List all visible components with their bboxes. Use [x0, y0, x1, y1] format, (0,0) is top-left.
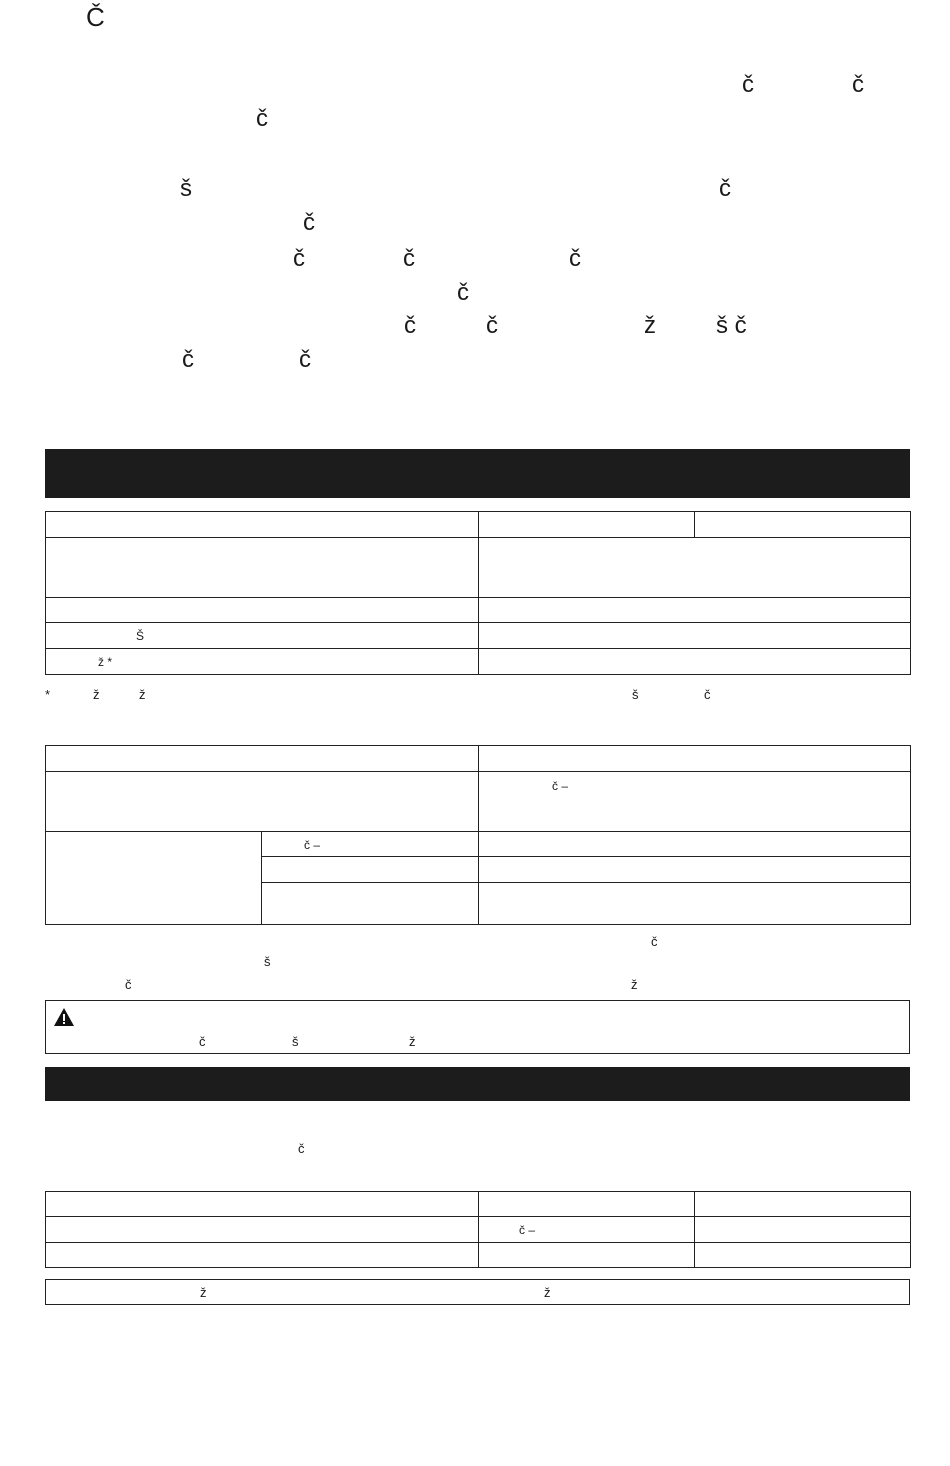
text-fragment: ž	[631, 977, 638, 992]
table-cell	[46, 1192, 479, 1217]
note-text-fragment: ž	[544, 1285, 551, 1300]
text-fragment: č	[852, 71, 864, 98]
table-cell	[479, 746, 911, 772]
table-row	[46, 1192, 911, 1217]
footnote-char: ž	[139, 687, 146, 702]
note-box	[45, 1279, 910, 1305]
footnote-char: ž	[93, 687, 100, 702]
warning-triangle-icon	[53, 1007, 75, 1027]
table-row	[46, 538, 911, 598]
table-cell	[46, 1243, 479, 1268]
section-header-bar	[45, 449, 910, 498]
text-fragment: č	[486, 312, 498, 339]
text-fragment: č	[404, 312, 416, 339]
table-cell	[695, 512, 911, 538]
spec-table-2	[45, 745, 911, 925]
footnote-char: š	[632, 687, 639, 702]
table-row	[46, 623, 911, 649]
cell-value: č –	[552, 779, 569, 793]
table-cell	[479, 649, 911, 675]
table-row	[46, 1217, 911, 1243]
page-heading-glyph: Č	[86, 2, 105, 32]
section-header-bar	[45, 1067, 910, 1101]
table-cell	[46, 598, 479, 623]
spec-table-3	[45, 1191, 911, 1268]
warning-text-fragment: š	[292, 1034, 299, 1049]
table-cell	[479, 772, 911, 832]
text-fragment: č	[457, 279, 469, 306]
table-cell	[695, 1192, 911, 1217]
row-label: ž *	[98, 655, 113, 669]
table-cell	[479, 1217, 695, 1243]
table-row	[46, 746, 911, 772]
text-fragment: č	[298, 1141, 305, 1156]
warning-text-fragment: č	[199, 1034, 206, 1049]
table-cell	[479, 538, 911, 598]
table-cell	[46, 512, 479, 538]
table-cell	[46, 1217, 479, 1243]
table-row	[46, 598, 911, 623]
note-text-fragment: ž	[200, 1285, 207, 1300]
warning-text-fragment: ž	[409, 1034, 416, 1049]
row-label: Š	[136, 629, 145, 643]
text-fragment: š č	[716, 312, 747, 339]
text-fragment: č	[125, 977, 132, 992]
table-row	[46, 832, 911, 857]
warning-box	[45, 1000, 910, 1054]
table-row	[46, 649, 911, 675]
table-cell	[46, 623, 479, 649]
text-fragment: č	[293, 245, 305, 272]
table-row	[46, 512, 911, 538]
table-cell	[46, 772, 479, 832]
table-cell	[695, 1243, 911, 1268]
spec-table-1	[45, 511, 911, 675]
table-cell	[479, 512, 695, 538]
table-cell	[479, 857, 911, 883]
table-cell	[695, 1217, 911, 1243]
text-fragment: č	[303, 209, 315, 236]
table-cell	[46, 538, 479, 598]
table-cell	[46, 832, 262, 925]
text-fragment: č	[651, 934, 658, 949]
text-fragment: š	[180, 175, 192, 202]
footnote-char: č	[704, 687, 711, 702]
text-fragment: č	[719, 175, 731, 202]
table-cell	[479, 598, 911, 623]
text-fragment: č	[569, 245, 581, 272]
table-cell	[262, 832, 479, 857]
table-cell	[479, 883, 911, 925]
text-fragment: č	[299, 346, 311, 373]
table-cell	[479, 1243, 695, 1268]
table-cell	[262, 857, 479, 883]
table-row	[46, 1243, 911, 1268]
table-cell	[46, 649, 479, 675]
table-cell	[479, 1192, 695, 1217]
text-fragment: č	[256, 105, 268, 132]
sub-row-label: č –	[304, 838, 321, 852]
text-fragment: č	[182, 346, 194, 373]
table-cell	[262, 883, 479, 925]
cell-value: č –	[519, 1223, 536, 1237]
table-cell	[46, 746, 479, 772]
text-fragment: ž	[644, 312, 656, 339]
table-cell	[479, 623, 911, 649]
footnote-star: *	[45, 687, 51, 702]
text-fragment: č	[742, 71, 754, 98]
table-cell	[479, 832, 911, 857]
text-fragment: č	[403, 245, 415, 272]
text-fragment: š	[264, 954, 271, 969]
table-row	[46, 772, 911, 832]
